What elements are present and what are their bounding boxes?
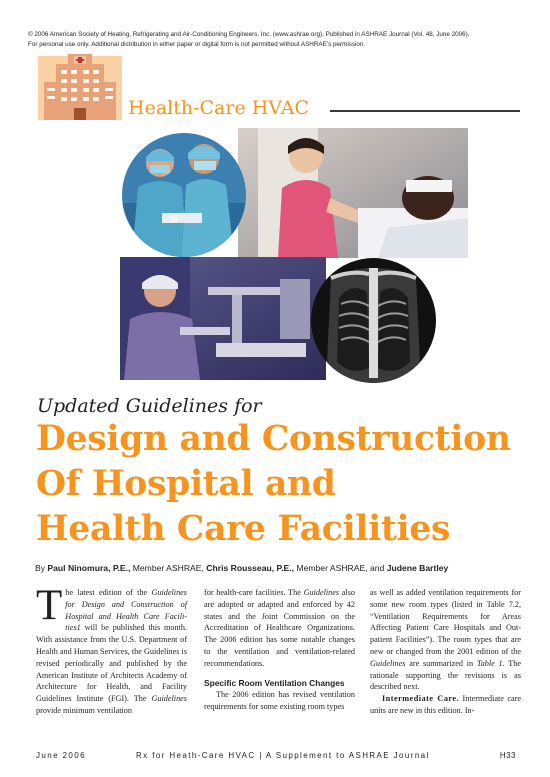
author-3: Judene Bartley [386,563,449,573]
col2-text-a: for health-care facilities. The [204,588,304,597]
copyright-line-1: © 2006 American Society of Heating, Refrigerating and Air-Conditioning Engineers, Inc. (www.ashrae.org). Published in ASHRAE Journal (Vol. 48, June 2006). [28,31,470,38]
body-column-2 [204,587,355,713]
author-1: Paul Ninomura, P.E., [47,563,131,573]
subhead-room-ventilation: Specific Room Ventilation Changes [204,677,345,688]
body-column-3 [370,587,521,717]
col3-italic-table-ref: Table 1 [476,658,503,668]
section-rule [330,110,520,112]
copyright-line-2: For personal use only. Additional distribution in either paper or digital form is not permitted without ASHRAE’s permission. [28,40,366,48]
col1-italic-guidelines: Guidelines [151,694,187,704]
byline-prefix: By [35,563,48,573]
body-column-1 [36,582,187,717]
col3-paragraph-2 [370,693,521,717]
col3-text-a: as well as added ventilation requirements for some new room types (listed in Table 7.2, “Ventilation Requirements for Areas Affecting Patient Care Hospitals and Outpatient Facilities”). The room types that are new or changed from the 2001 edition of the [370,588,521,656]
col2-text-c: The 2006 edition has revised ventilation requirements for some existing room types [204,690,355,712]
page-footer [36,751,516,765]
section-title: Health-Care HVAC [128,97,310,119]
headline [36,417,536,552]
chest-xray-photo [311,258,436,383]
headline-line-1: Design and Construction [36,419,511,459]
author-1-membership: Member ASHRAE, [130,563,207,573]
drop-cap: T [36,582,63,629]
byline [35,563,525,573]
col1-italic-title: Guidelines for Design and Construction of Hospital and Health Care Facilities1 [65,588,187,633]
col3-text-c: . The rationale supporting the revisions is as described next. [370,658,521,692]
headline-line-3: Health Care Facilities [36,509,451,549]
col3-text-b: are summarized in [405,658,477,668]
copyright-notice [28,30,528,49]
col1-text-b: will be published this month. With assistance from the U.S. Department of Health and Human Services, the Guidelines is revised periodically and published by the American Institute of Architects Academy of Architecture for Health, and Facility Guidelines Institute (FGI). The [36,623,187,704]
col2-text-b: also are adopted or adapted and enforced by 42 states and the Joint Commission on the Accreditation of Healthcare Organizations. The 2006 edition has some notable changes to the ventilation and ventilation-related recommendations. [204,588,355,668]
col1-text-c: provide minimum ventilation [36,705,132,715]
author-2-membership: Member ASHRAE, and [294,563,387,573]
headline-line-2: Of Hospital and [36,464,336,504]
col3-italic-guidelines: Guidelines [370,658,406,668]
nurse-patient-photo [238,128,468,258]
col3-text-d: Intermediate care units are new in this edition. In- [370,694,521,715]
footer-date: June 2006 [36,751,86,760]
author-2: Chris Rousseau, P.E., [206,563,295,573]
doctor-equipment-photo [120,257,326,380]
run-in-head-intermediate-care: Intermediate Care. [382,694,460,704]
col2-italic-guidelines: Guidelines [303,588,340,597]
kicker: Updated Guidelines for [37,395,262,417]
col1-text-a: he latest edition of the [65,588,152,597]
footer-page-number: H33 [499,751,516,760]
surgeons-photo [122,133,246,257]
footer-publication: Rx for Heath-Care HVAC | A Supplement to ASHRAE Journal [136,751,430,760]
hospital-building-icon [38,52,122,122]
